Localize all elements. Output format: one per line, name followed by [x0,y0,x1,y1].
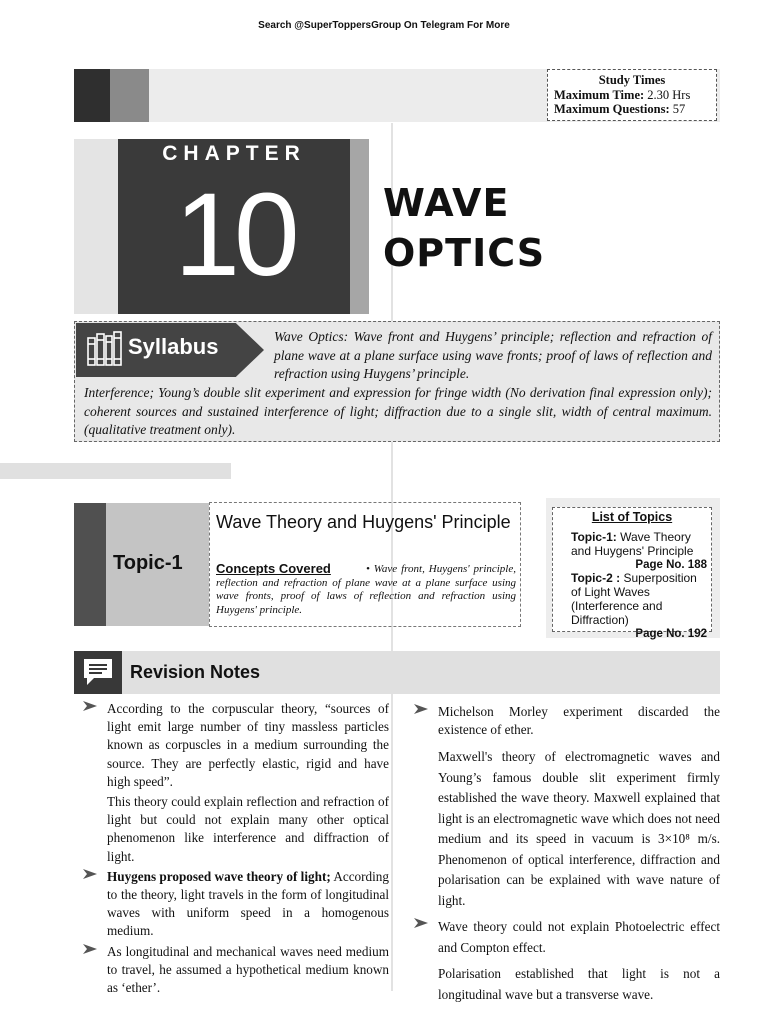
note-text: Michelson Morley experiment discarded the existence of ether. [438,704,720,738]
chapter-word: CHAPTER [162,142,306,165]
topic-label: Topic-1 [113,552,183,574]
syllabus-text-part1: Wave Optics: Wave front and Huygens’ principle; reflection and refraction of plane wave at a plane surface using wave fronts; proof of laws of reflection and refraction using Huygens’ principle. [274,329,712,381]
books-icon [86,330,124,368]
syllabus-label: Syllabus [128,334,219,359]
top-block-dark [74,69,110,122]
topic-list-name: Superposition of Light Waves (Interference and Diffraction) [571,571,697,627]
list-item [438,747,720,911]
divider-bar [0,463,231,479]
topic-list-name: Wave Theory and Huygens' Principle [571,530,694,558]
arrow-bullet-icon [83,701,97,711]
arrow-bullet-icon [414,704,428,714]
note-text: Maxwell's theory of electromagnetic waves and Young’s famous double slit experiment firmly established the wave theory. Maxwell explained that light is an electromagnetic wave which does not need medium and its speed in vacuum is 3×10⁸ m/s. Phenomenon of optical interference, diffraction and polarisation can be explained with wave nature of light. [438,749,720,908]
list-item [438,964,720,1005]
topic-list-label: Topic-1: [571,530,617,544]
topic-title: Wave Theory and Huygens' Principle [216,512,511,532]
list-item [438,703,720,739]
list-item [438,917,720,958]
notes-column-right [438,703,720,1007]
arrow-bullet-icon [83,944,97,954]
topic-list-item [571,530,707,572]
topic-list-page: Page No. 188 [635,559,707,571]
revision-notes-title: Revision Notes [130,662,261,682]
note-text: As longitudinal and mechanical waves need medium to travel, he assumed a hypothetical medium known as ‘ether’. [107,943,389,996]
max-questions-label: Maximum Questions: [554,102,670,116]
list-item [107,793,389,866]
chapter-title-line2: OPTICS [383,231,546,275]
notes-column-left [107,700,389,999]
arrow-bullet-icon [414,918,428,928]
speech-bubble-icon [80,656,116,690]
concepts-covered-label: Concepts Covered [216,561,331,576]
study-times-box [547,69,717,121]
header-note: Search @SuperToppersGroup On Telegram For More [258,20,510,31]
note-bold-text: Huygens proposed wave theory of light; [107,868,331,884]
topic-list-item [571,571,707,641]
max-time-value: 2.30 Hrs [647,87,691,102]
arrow-bullet-icon [83,869,97,879]
note-text: This theory could explain reflection and refraction of light but could not explain many other optical phenomenon like interference and diffraction of light. [107,794,389,864]
max-time-label: Maximum Time: [554,87,645,102]
list-item [107,700,389,791]
top-block-gray [110,69,149,122]
study-times-title: Study Times [598,73,666,87]
topic-list-page: Page No. 192 [635,628,707,640]
chapter-number: 10 [174,169,294,301]
note-text: Wave theory could not explain Photoelectric effect and Compton effect. [438,919,720,955]
note-text: Polarisation established that light is not a longitudinal wave but a transverse wave. [438,966,720,1002]
topic-tab-dark [74,503,106,626]
chapter-title-line1: WAVE [383,181,510,225]
note-text: According to the theory, light travels in the form of longitudinal waves with uniform speed in a homogenous medium. [107,868,389,939]
list-of-topics-title: List of Topics [591,510,673,524]
syllabus-text-part2: Interference; Young’s double slit experiment and expression for fringe width (No derivation final expression only); coherent sources and sustained interference of light; diffraction due to a single slit, width of central maximum. (qualitative treatment only). [84,385,712,437]
list-item [107,868,389,941]
topic-list-label: Topic-2 : [571,571,621,585]
concepts-covered-text: • Wave front, Huygens' principle, reflection and refraction of plane wave at a plane surface using wave fronts, proof of laws of reflection and refraction using Huygens' principle. [216,563,516,616]
max-time-row [554,88,710,103]
max-questions-row [554,102,710,117]
list-item [107,943,389,998]
chapter-stripe [350,139,369,314]
note-text: According to the corpuscular theory, “sources of light emit large number of tiny massless particles known as corpuscles in a medium surrounding the source. They are perfectly elastic, rigid and have high speed”. [107,701,389,789]
max-questions-value: 57 [672,102,686,116]
